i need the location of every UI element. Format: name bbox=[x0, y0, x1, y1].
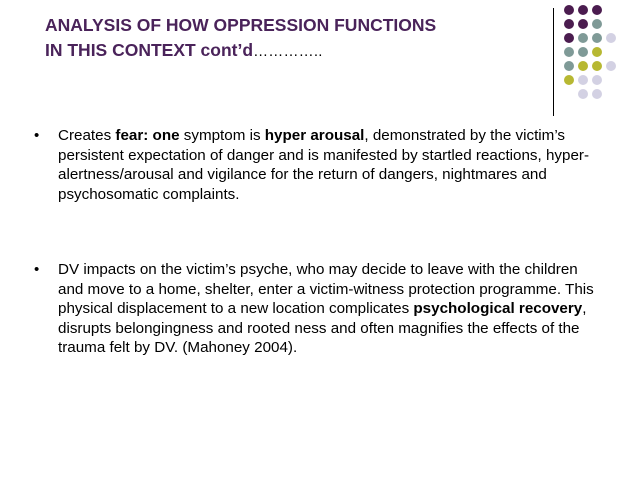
decorative-dot-teal bbox=[564, 61, 574, 71]
bullet-text-segment: Creates bbox=[58, 127, 116, 144]
bullet-text-segment: symptom is bbox=[179, 127, 265, 144]
decorative-dot-teal bbox=[578, 47, 588, 57]
decorative-dot-purple bbox=[592, 5, 602, 15]
bullet-item-fear bbox=[34, 126, 604, 204]
decorative-dot-teal bbox=[578, 33, 588, 43]
decorative-dot-purple bbox=[564, 19, 574, 29]
bullet-text bbox=[58, 261, 594, 356]
bullet-marker: • bbox=[34, 261, 40, 278]
bullet-item-dv-impacts bbox=[34, 260, 604, 358]
decorative-dots-grid bbox=[564, 5, 638, 105]
title-line-2-text: IN THIS CONTEXT cont’d bbox=[45, 40, 254, 60]
title-line-2 bbox=[45, 38, 545, 64]
decorative-dot-teal bbox=[592, 19, 602, 29]
decorative-dot-teal bbox=[564, 47, 574, 57]
title-line-1: ANALYSIS OF HOW OPPRESSION FUNCTIONS bbox=[45, 15, 437, 35]
decorative-dot-purple bbox=[564, 33, 574, 43]
bullet-list bbox=[34, 126, 604, 358]
bullet-text bbox=[58, 127, 589, 203]
bullet-text-segment: , demonstrated by the victim’s persistent expectation of danger and is manifested by startled reactions, hyper- alertness/arousal and vigilance for the return of dangers, nightmares and psychosomatic complaints. bbox=[58, 127, 590, 203]
bullet-emphasis: fear: one bbox=[115, 127, 180, 144]
decorative-dot-purple bbox=[578, 19, 588, 29]
decorative-dot-teal bbox=[592, 33, 602, 43]
title-dots: ………….. bbox=[253, 43, 323, 60]
decorative-dot-olive bbox=[592, 61, 602, 71]
decorative-dot-lavender bbox=[592, 75, 602, 85]
decorative-dot-lavender bbox=[578, 89, 588, 99]
decorative-dot-purple bbox=[564, 5, 574, 15]
decorative-dot-olive bbox=[564, 75, 574, 85]
decorative-dot-lavender bbox=[606, 61, 616, 71]
bullet-emphasis: hyper arousal bbox=[264, 127, 365, 144]
slide-title bbox=[45, 13, 545, 64]
decorative-dot-olive bbox=[578, 61, 588, 71]
bullet-marker: • bbox=[34, 127, 40, 144]
bullet-text-segment: DV impacts on the victim’s psyche, who may decide to leave with the children and move to a home, shelter, enter a victim-witness protection programme. This physical displacement to a new location complicates bbox=[58, 261, 594, 317]
bullet-emphasis: psychological recovery bbox=[413, 300, 583, 317]
decorative-dot-purple bbox=[578, 5, 588, 15]
decorative-dot-lavender bbox=[578, 75, 588, 85]
decorative-dot-lavender bbox=[592, 89, 602, 99]
bullet-text-segment: , disrupts belongingness and rooted ness and often magnifies the effects of the trauma felt by DV. (Mahoney 2004). bbox=[58, 300, 587, 356]
decorative-dot-olive bbox=[592, 47, 602, 57]
decorative-dot-lavender bbox=[606, 33, 616, 43]
title-divider-line bbox=[553, 8, 554, 116]
